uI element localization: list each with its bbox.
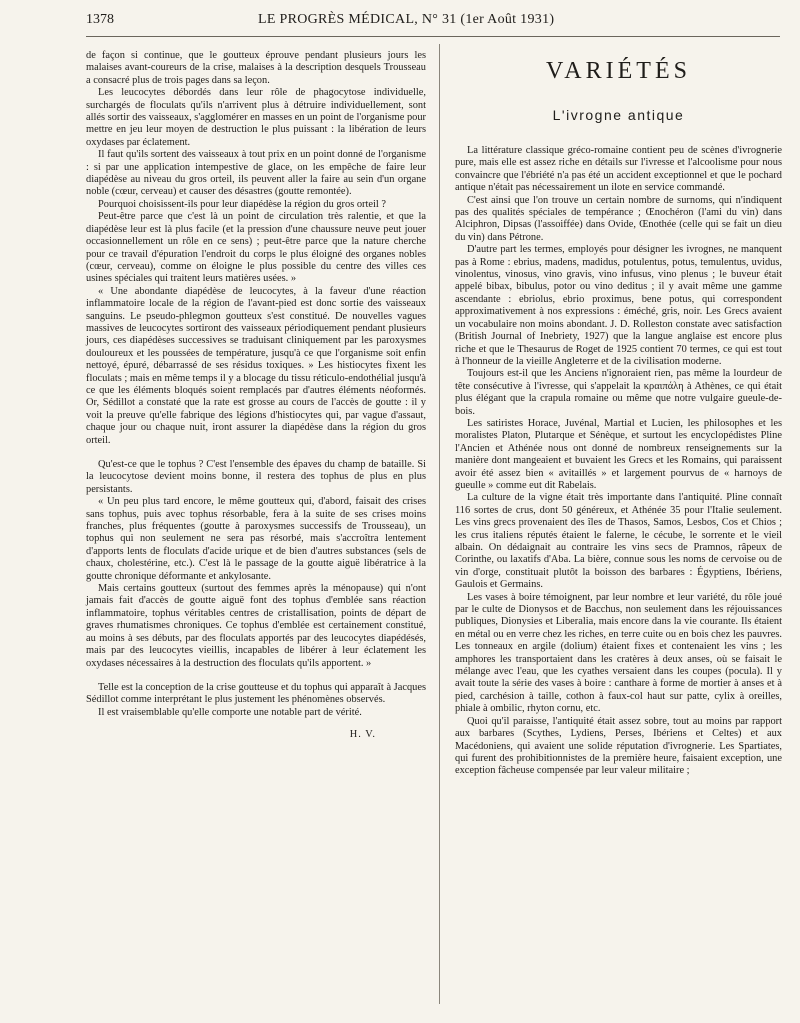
- right-paragraph-1: La littérature classique gréco-romaine contient peu de scènes d'ivrognerie pure, mais elle est assez riche en détails sur l'ivresse et l'alcoolisme pour nous convaincre que l'ébriété n'a pas été un accident exceptionnel et que le pochard antique n'était pas nécessairement un ilote en service commandé.: [455, 145, 782, 194]
- left-paragraph-7: Qu'est-ce que le tophus ? C'est l'ensemble des épaves du champ de bataille. Si la leucocytose devient moins bonne, il restera des tophus de plus en plus persistants.: [86, 459, 426, 495]
- left-paragraph-6: « Une abondante diapédèse de leucocytes, à la faveur d'une réaction inflammatoire locale de la région de l'avant-pied est donc sortie des vaisseaux sanguins. Le pseudo-phlegmon goutteux s'est constitué. De nouvelles vagues massives de leucocytes sortiront des vaisseaux périodiquement pendant plusieurs jours, ces diapédèses successives se traduisant cliniquement par les paroxysmes douloureux et les poussées de température, jusqu'à ce que l'organisme soit enfin nettoyé, épuré, débarrassé de ses résidus toxiques. » Les histiocytes fixent les floculats ; mais en même temps il y a blocage du tissu réticulo-endothélial jusqu'à ce que les éléments bloqués soient remplacés par d'autres éléments néoformés. Or, Sédillot a constaté que la rate est grosse au cours de l'accès de goutte : il y voit la preuve qu'elle fabrique des légions d'histiocytes qui, par vague d'assaut, chaque jour ou chaque nuit, iront assurer la diapédèse dans la région du gros orteil.: [86, 285, 426, 446]
- left-paragraph-9: Mais certains goutteux (surtout des femmes après la ménopause) qui n'ont jamais fait d'accès de goutte aiguë font des tophus d'emblée sans réaction inflammatoire, tophus véritables centres de cristallisation, points de départ de graves rhumatismes chroniques. Ce tophus d'emblée est certainement constitué, au moins à ses débuts, par des floculats apportés par des leucocytes diapédésés, mais par des leucocytes vieillis, incapables de libérer à leur éclatement les oxydases nécessaires à la destruction des floculats qu'ils apportent. »: [86, 583, 426, 669]
- left-paragraph-11: Il est vraisemblable qu'elle comporte une notable part de vérité.: [98, 706, 362, 718]
- right-paragraph-5: Les satiristes Horace, Juvénal, Martial et Lucien, les philosophes et les moralistes Platon, Plutarque et Sénèque, et surtout les encyclopédistes Pline l'Ancien et Athénée nous ont donné de nombreux renseignements sur la manière dont mangeaient et buvaient les Grecs et les Romains, qui paraissent avoir été assez bien « avitaillés » et largement pourvus de « harnoys de gueulle » comme eut dit Rabelais.: [455, 417, 782, 491]
- left-paragraph-3: Il faut qu'ils sortent des vaisseaux à tout prix en un point donné de l'organisme : si par une application intempestive de glace, on les empêche de faire leur diapédèse au niveau du gros orteil, ils peuvent aller la faire au sein d'un organe noble (cœur, cerveau) et causer des désastres (goutte remontée).: [86, 149, 426, 198]
- column-separator: [439, 44, 440, 1004]
- article-title: L'ivrogne antique: [552, 107, 685, 123]
- paragraph-gap: [86, 447, 426, 459]
- running-title: LE PROGRÈS MÉDICAL, N° 31 (1er Août 1931): [258, 12, 555, 27]
- left-column: [86, 50, 426, 740]
- left-paragraph-1: de façon si continue, que le goutteux éprouve pendant plusieurs jours les malaises avant-coureurs de la crise, malaises à la description desquels Trousseau a consacré plus de trois pages dans sa leçon.: [86, 50, 426, 86]
- header-rule: [86, 36, 780, 37]
- left-paragraph-4: Pourquoi choisissent-ils pour leur diapédèse la région du gros orteil ?: [98, 198, 386, 210]
- right-paragraph-2: C'est ainsi que l'on trouve un certain nombre de surnoms, qui n'indiquent pas des qualités spéciales de tempérance ; Œnochéron (l'ami du vin) dans Alciphron, Dipsas (l'assoiffée) dans Ovide, Œnothée (celle qui se fait un dieu du vin) dans Pétrone.: [455, 194, 782, 243]
- left-paragraph-10: Telle est la conception de la crise goutteuse et du tophus qui apparaît à Jacques Sédillot comme interprétant le plus justement les phénomènes observés.: [86, 681, 426, 706]
- left-paragraph-8: « Un peu plus tard encore, le même goutteux qui, d'abord, faisait des crises sans tophus, puis avec tophus résorbable, fera à la suite de ses crises moins franches, plus fréquentes (goutte à paroxysmes successifs de Trousseau), un tophus qui non seulement ne sera pas résorbé, mais s'accroîtra lentement d'apports lents de floculats d'acide urique et de bien d'autres substances (sels de chaux, cholestérine, etc.). C'est là le passage de la goutte aiguë libératrice à la goutte chronique déformante et ankylosante.: [86, 496, 426, 582]
- right-paragraph-6: La culture de la vigne était très importante dans l'antiquité. Pline connaît 116 sortes de crus, dont 50 généreux, et Athénée 35 pour l'Italie seulement. Les vins grecs provenaient des îles de Thasos, Samos, Lesbos, Cos et Chios ; les crus italiens réputés étaient le falerne, le cécube, le sorrente et le vieil albain. On dédaignait au contraire les vins secs de Pramnos, râpeux de Corinthe, ou laxatifs d'Aba. La bière, connue sous les noms de cervoise ou de vin d'orge, constituait plutôt la boisson des barbares : Égyptiens, Ibériens, Gaulois et Germains.: [455, 492, 782, 591]
- right-column: [455, 50, 782, 778]
- author-signature: H. V.: [349, 729, 376, 741]
- left-paragraph-5: Peut-être parce que c'est là un point de circulation très ralentie, et que la diapédèse leur est là plus facile (et la pression d'une chaussure neuve peut jouer occasionnellement un rôle en ce sens) ; peut-être parce que la nature cherche pour ce travail d'épuration l'endroit du corps le plus éloigné des organes nobles (cœur, cerveau), comme on éloigne le plus possible du centre des villes ces usines spéciales qui traitent leurs matières usées. »: [86, 211, 426, 285]
- right-paragraph-3: D'autre part les termes, employés pour désigner les ivrognes, ne manquent pas à Rome : ebrius, madens, madidus, potulentus, potus, temulentus, uvidus, vinolentus, vinosus, vino gravis, vino infusus, vino plenus ; le buveur était appelé bibax, bibulus, potor ou vino deditus ; il y avait même une gamme ascendante : ebriolus, ebrio proximus, bene potus, qui correspondent approximativement à nos expressions : éméché, gris, noir. Les Grecs avaient un vocabulaire non moins abondant. J. D. Rolleston constate avec satisfaction (British Journal of Inebriety, 1927) que la langue anglaise est encore plus riche et que le Thesaurus de Roget de 1925 contient 70 termes, ce qui est tout à l'honneur de la vieille Angleterre et de la civilisation moderne.: [455, 244, 782, 367]
- left-paragraph-2: Les leucocytes débordés dans leur rôle de phagocytose individuelle, surchargés de floculats qu'ils n'arrivent plus à détruire individuellement, sont allés sortir des vaisseaux, s'agglomérer en masses en un point de l'organisme pour mettre en jeu leur moyen de destruction le plus puissant : la libération de leurs oxydases par éclatement.: [86, 87, 426, 148]
- right-paragraph-4: Toujours est-il que les Anciens n'ignoraient rien, pas même la lourdeur de tête consécutive à l'ivresse, qui s'appelait la κραιπάλη à Athènes, ce qui était plus élégant que la crapula romaine ou même que notre vulgaire gueule-de-bois.: [455, 368, 782, 417]
- paragraph-gap: [86, 670, 426, 682]
- running-header: [0, 12, 800, 38]
- right-paragraph-8: Quoi qu'il paraisse, l'antiquité était assez sobre, tout au moins par rapport aux barbares (Scythes, Lydiens, Perses, Ibériens et Celtes) et aux Macédoniens, qui avaient une solide réputation d'ivrognerie. Les Spartiates, qui furent des prohibitionnistes de la première heure, faisaient exception, une exception fâcheuse compensée par leur valeur militaire ;: [455, 715, 782, 777]
- right-paragraph-7: Les vases à boire témoignent, par leur nombre et leur variété, du rôle joué par le culte de Dionysos et de Bacchus, non seulement dans les réjouissances publiques, Dionysies et Liberalia, mais encore dans la vie courante. Ils étaient en métal ou en verre chez les riches, en terre cuite ou en bois chez les pauvres. Les tonneaux en argile (dolium) étaient fixes et contenaient les vins ; les amphores les transportaient dans les cratères à deux anses, où se faisait le mélange avec l'eau, que les cyathes versaient dans les coupes (pocula). Il y avait toute la série des vases à boire : canthare à forme de mortier à anses et à pied, carchésion à taille, cothon à faux-col haut sur patte, cylix à oreilles, phiale à ombilic, rhyton cornu, etc.: [455, 591, 782, 715]
- page-number: 1378: [86, 12, 114, 27]
- section-title: VARIÉTÉS: [546, 58, 691, 84]
